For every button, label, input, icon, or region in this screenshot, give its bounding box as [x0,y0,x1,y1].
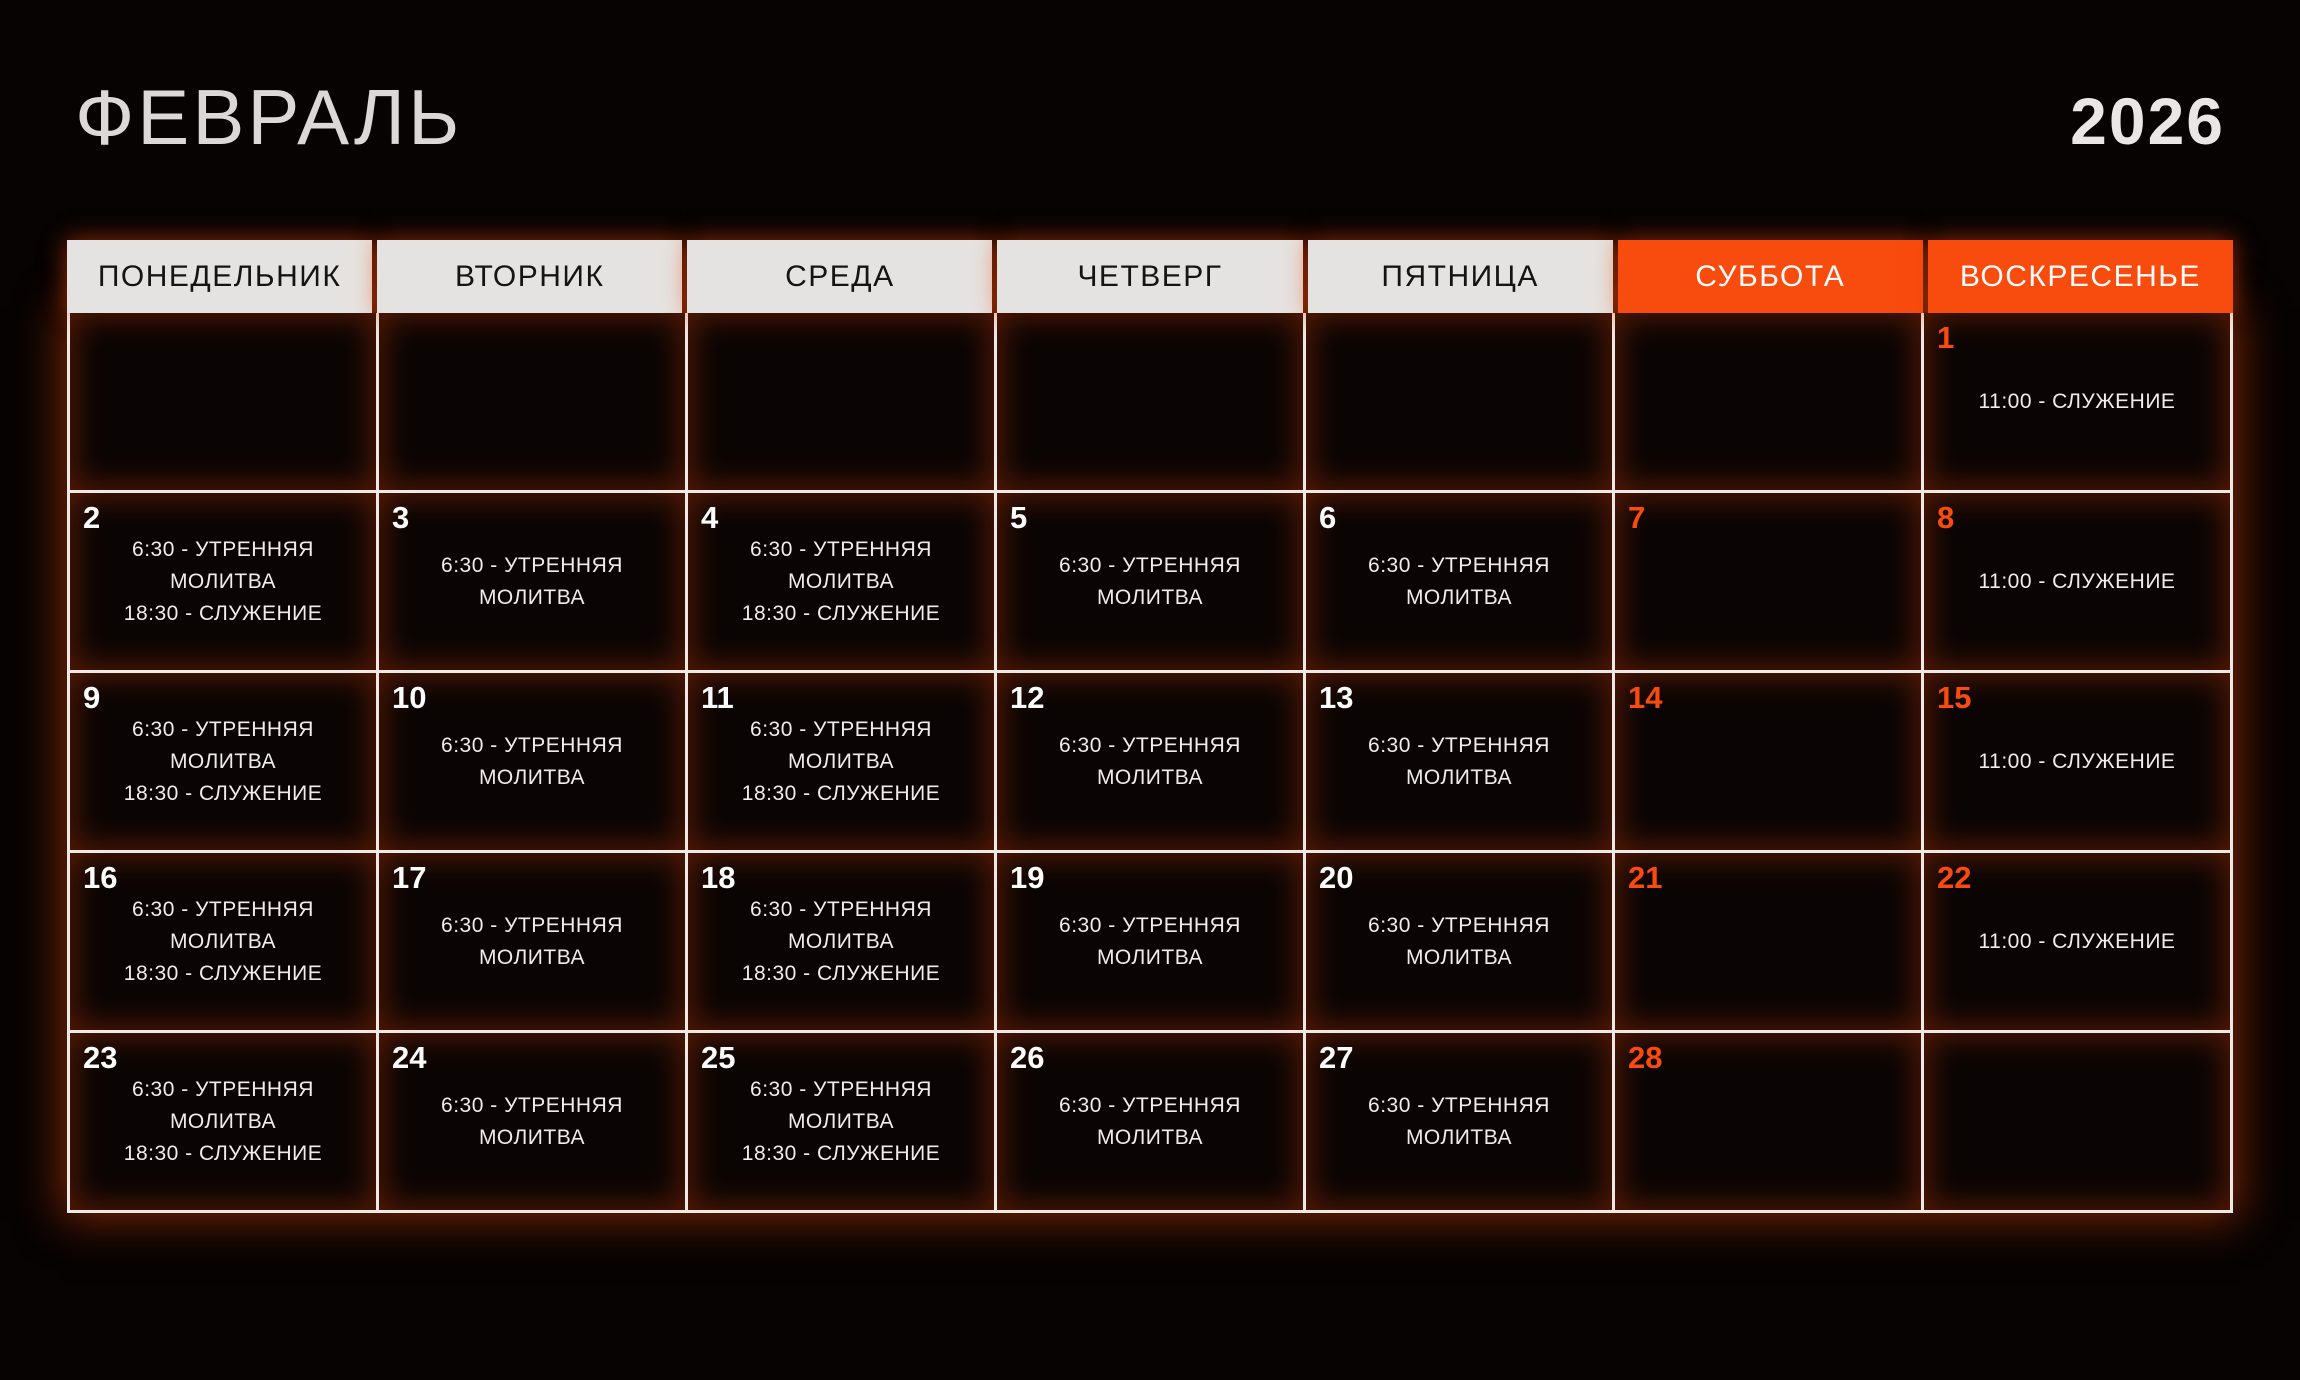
event-list [1316,730,1602,794]
day-number: 9 [83,680,101,715]
event-text: 6:30 - УТРЕННЯЯ МОЛИТВА [750,1077,932,1133]
event-list [389,550,675,614]
calendar-cell-empty [1615,313,1921,490]
calendar-cell-day-13 [1306,673,1612,850]
event-list [1007,910,1293,974]
event-text: 6:30 - УТРЕННЯЯ МОЛИТВА [750,897,932,953]
event-text: 18:30 - СЛУЖЕНИЕ [123,1141,323,1165]
year-title: 2026 [2070,84,2225,158]
calendar-cell-day-27 [1306,1033,1612,1210]
event-text: 6:30 - УТРЕННЯЯ МОЛИТВА [1368,553,1550,609]
calendar-cell-day-6 [1306,493,1612,670]
event-list [1316,550,1602,614]
day-number: 12 [1010,680,1045,715]
day-number: 16 [83,860,118,895]
day-number: 5 [1010,500,1028,535]
weekday-header-saturday: СУББОТА [1618,240,1923,313]
calendar-cell-day-17 [379,853,685,1030]
calendar-cell-empty [379,313,685,490]
calendar-cell-empty [1924,1033,2230,1210]
calendar-cell-day-26 [997,1033,1303,1210]
day-number: 4 [701,500,719,535]
event-text: 18:30 - СЛУЖЕНИЕ [123,601,323,625]
day-number: 17 [392,860,427,895]
calendar-cell-empty [70,313,376,490]
day-number: 22 [1937,860,1972,895]
event-text: 11:00 - СЛУЖЕНИЕ [1978,749,2176,773]
event-list [1007,1090,1293,1154]
event-list [1316,1090,1602,1154]
calendar-cell-day-11 [688,673,994,850]
event-list [698,894,984,990]
event-text: 11:00 - СЛУЖЕНИЕ [1978,569,2176,593]
event-text: 6:30 - УТРЕННЯЯ МОЛИТВА [1368,733,1550,789]
weekday-header [67,240,2233,313]
event-text: 18:30 - СЛУЖЕНИЕ [123,961,323,985]
event-text: 18:30 - СЛУЖЕНИЕ [741,1141,941,1165]
event-list [1007,730,1293,794]
calendar-cell-day-10 [379,673,685,850]
calendar-cell-day-2 [70,493,376,670]
day-number: 7 [1628,500,1646,535]
calendar-cell-day-1 [1924,313,2230,490]
event-text: 18:30 - СЛУЖЕНИЕ [741,781,941,805]
day-number: 27 [1319,1040,1354,1075]
event-list [1979,566,2176,598]
day-number: 18 [701,860,736,895]
calendar-cell-day-4 [688,493,994,670]
event-list [80,714,366,810]
calendar-cell-day-9 [70,673,376,850]
event-list [1979,746,2176,778]
day-number: 11 [701,680,734,715]
calendar-cell-empty [997,313,1303,490]
calendar-cell-day-12 [997,673,1303,850]
day-number: 25 [701,1040,736,1075]
event-text: 6:30 - УТРЕННЯЯ МОЛИТВА [1059,733,1241,789]
event-text: 6:30 - УТРЕННЯЯ МОЛИТВА [132,1077,314,1133]
calendar-cell-day-7 [1615,493,1921,670]
event-list [80,1074,366,1170]
event-list [1316,910,1602,974]
calendar-cell-day-14 [1615,673,1921,850]
calendar-cell-day-22 [1924,853,2230,1030]
day-number: 21 [1628,860,1663,895]
event-text: 11:00 - СЛУЖЕНИЕ [1978,389,2176,413]
day-number: 3 [392,500,410,535]
event-text: 6:30 - УТРЕННЯЯ МОЛИТВА [441,733,623,789]
day-number: 1 [1937,320,1955,355]
event-text: 6:30 - УТРЕННЯЯ МОЛИТВА [1059,553,1241,609]
event-list [1979,926,2176,958]
event-text: 6:30 - УТРЕННЯЯ МОЛИТВА [441,913,623,969]
weekday-header-monday: ПОНЕДЕЛЬНИК [67,240,372,313]
calendar-cell-day-16 [70,853,376,1030]
calendar-cell-day-28 [1615,1033,1921,1210]
calendar-grid [67,313,2233,1213]
day-number: 19 [1010,860,1045,895]
weekday-header-wednesday: СРЕДА [687,240,992,313]
event-text: 6:30 - УТРЕННЯЯ МОЛИТВА [132,897,314,953]
event-text: 6:30 - УТРЕННЯЯ МОЛИТВА [750,717,932,773]
event-list [698,534,984,630]
calendar-cell-day-15 [1924,673,2230,850]
calendar-cell-day-25 [688,1033,994,1210]
day-number: 10 [392,680,427,715]
weekday-header-friday: ПЯТНИЦА [1308,240,1613,313]
event-text: 6:30 - УТРЕННЯЯ МОЛИТВА [1368,1093,1550,1149]
event-list [80,534,366,630]
event-text: 6:30 - УТРЕННЯЯ МОЛИТВА [1059,1093,1241,1149]
day-number: 28 [1628,1040,1663,1075]
event-text: 6:30 - УТРЕННЯЯ МОЛИТВА [132,717,314,773]
event-text: 6:30 - УТРЕННЯЯ МОЛИТВА [132,537,314,593]
title-row [67,73,2233,161]
calendar-cell-day-21 [1615,853,1921,1030]
calendar-cell-empty [688,313,994,490]
weekday-header-thursday: ЧЕТВЕРГ [997,240,1302,313]
calendar-cell-day-3 [379,493,685,670]
event-list [389,1090,675,1154]
calendar-cell-day-20 [1306,853,1612,1030]
calendar-cell-day-23 [70,1033,376,1210]
event-text: 6:30 - УТРЕННЯЯ МОЛИТВА [441,1093,623,1149]
day-number: 23 [83,1040,118,1075]
weekday-header-tuesday: ВТОРНИК [377,240,682,313]
event-list [389,910,675,974]
calendar-cell-empty [1306,313,1612,490]
event-text: 18:30 - СЛУЖЕНИЕ [741,601,941,625]
event-list [80,894,366,990]
day-number: 26 [1010,1040,1045,1075]
day-number: 6 [1319,500,1337,535]
day-number: 20 [1319,860,1354,895]
event-text: 6:30 - УТРЕННЯЯ МОЛИТВА [1059,913,1241,969]
day-number: 2 [83,500,101,535]
event-text: 11:00 - СЛУЖЕНИЕ [1978,929,2176,953]
calendar-cell-day-19 [997,853,1303,1030]
event-list [389,730,675,794]
event-text: 6:30 - УТРЕННЯЯ МОЛИТВА [750,537,932,593]
day-number: 24 [392,1040,427,1075]
event-text: 18:30 - СЛУЖЕНИЕ [741,961,941,985]
day-number: 13 [1319,680,1354,715]
calendar-cell-day-24 [379,1033,685,1210]
month-title: ФЕВРАЛЬ [75,73,463,161]
event-list [698,1074,984,1170]
event-list [1007,550,1293,614]
event-list [698,714,984,810]
event-list [1979,386,2176,418]
day-number: 14 [1628,680,1663,715]
weekday-header-sunday: ВОСКРЕСЕНЬЕ [1928,240,2233,313]
event-text: 6:30 - УТРЕННЯЯ МОЛИТВА [441,553,623,609]
calendar-cell-day-8 [1924,493,2230,670]
day-number: 8 [1937,500,1955,535]
calendar-cell-day-5 [997,493,1303,670]
calendar-cell-day-18 [688,853,994,1030]
event-text: 18:30 - СЛУЖЕНИЕ [123,781,323,805]
event-text: 6:30 - УТРЕННЯЯ МОЛИТВА [1368,913,1550,969]
day-number: 15 [1937,680,1972,715]
